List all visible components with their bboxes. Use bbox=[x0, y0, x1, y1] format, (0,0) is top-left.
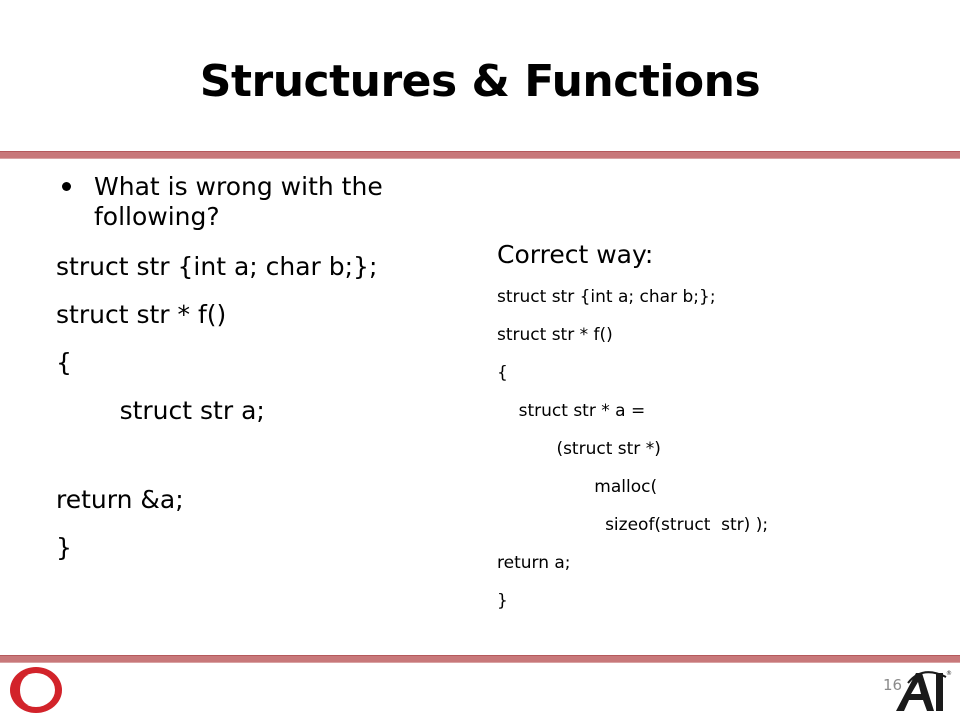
left-column bbox=[56, 172, 456, 563]
ai-logo-icon bbox=[894, 667, 956, 715]
correct-code-line-2: struct str * f() bbox=[497, 325, 613, 345]
wrong-code-line-1: struct str {int a; char b;}; bbox=[56, 252, 378, 281]
right-column bbox=[497, 240, 937, 611]
page-number: 16 bbox=[883, 676, 903, 694]
correct-way-heading: Correct way: bbox=[497, 240, 654, 269]
correct-code-line-6: malloc( bbox=[497, 477, 658, 497]
correct-code-line-8: return a; bbox=[497, 553, 571, 573]
correct-code-line-5: (struct str *) bbox=[497, 439, 661, 459]
wrong-code-line-5: return &a; bbox=[56, 485, 184, 514]
bottom-divider bbox=[0, 655, 960, 663]
top-divider bbox=[0, 151, 960, 159]
bullet-icon bbox=[62, 182, 71, 191]
svg-text:®: ® bbox=[946, 670, 952, 677]
question-bullet bbox=[56, 172, 456, 232]
correct-code-line-4: struct str * a = bbox=[497, 401, 646, 421]
wrong-code-line-3: { bbox=[56, 348, 72, 377]
question-text: What is wrong with the following? bbox=[94, 172, 383, 231]
wrong-code-line-6: } bbox=[56, 533, 72, 562]
correct-code-line-9: } bbox=[497, 591, 508, 611]
university-logo-icon bbox=[8, 665, 64, 715]
correct-code-line-7: sizeof(struct str) ); bbox=[497, 515, 769, 535]
wrong-code-line-4: struct str a; bbox=[56, 396, 265, 425]
correct-code-line-3: { bbox=[497, 363, 508, 383]
slide-title: Structures & Functions bbox=[199, 56, 761, 107]
wrong-code-line-2: struct str * f() bbox=[56, 300, 227, 329]
correct-code-line-1: struct str {int a; char b;}; bbox=[497, 287, 716, 307]
